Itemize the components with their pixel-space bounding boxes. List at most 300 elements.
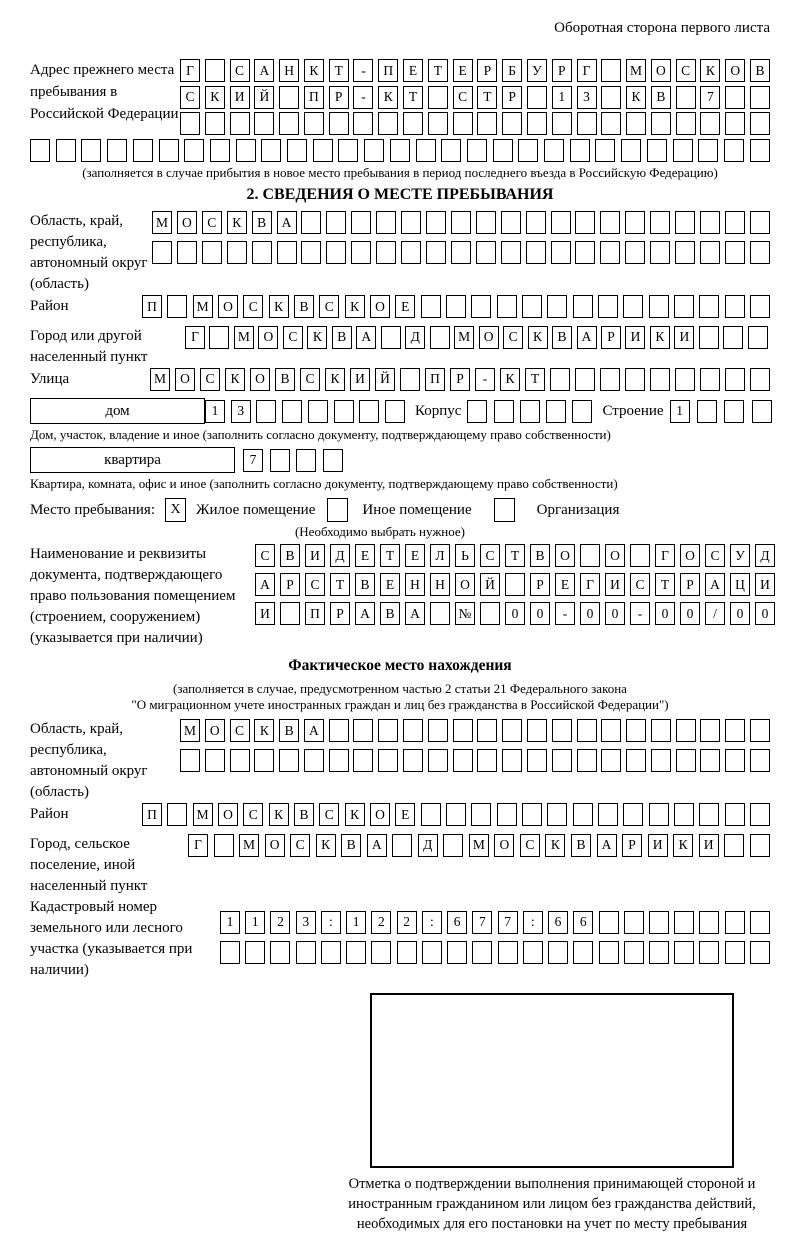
char-box[interactable] — [205, 59, 225, 82]
char-box[interactable]: Е — [395, 295, 415, 318]
char-box[interactable]: : — [321, 911, 341, 934]
char-box[interactable] — [675, 368, 695, 391]
char-box[interactable]: 1 — [245, 911, 265, 934]
char-box[interactable] — [177, 241, 197, 264]
char-box[interactable]: И — [230, 86, 250, 109]
char-box[interactable]: П — [304, 86, 324, 109]
char-box[interactable] — [626, 749, 646, 772]
char-box[interactable] — [724, 139, 744, 162]
char-box[interactable] — [673, 139, 693, 162]
char-box[interactable] — [359, 400, 379, 423]
char-box[interactable]: Й — [254, 86, 274, 109]
char-box[interactable] — [675, 241, 695, 264]
char-box[interactable] — [626, 112, 646, 135]
char-box[interactable] — [430, 326, 450, 349]
char-box[interactable] — [338, 139, 358, 162]
char-box[interactable]: К — [205, 86, 225, 109]
char-box[interactable]: Р — [450, 368, 470, 391]
char-box[interactable] — [750, 295, 770, 318]
char-box[interactable]: 0 — [530, 602, 550, 625]
char-box[interactable] — [421, 295, 441, 318]
char-box[interactable] — [453, 719, 473, 742]
char-box[interactable]: Г — [580, 573, 600, 596]
char-box[interactable]: Н — [279, 59, 299, 82]
char-box[interactable]: А — [405, 602, 425, 625]
char-box[interactable]: М — [152, 211, 172, 234]
char-box[interactable] — [451, 241, 471, 264]
char-box[interactable] — [624, 911, 644, 934]
char-box[interactable] — [577, 749, 597, 772]
char-box[interactable] — [650, 241, 670, 264]
char-box[interactable] — [385, 400, 405, 423]
char-box[interactable] — [725, 86, 745, 109]
char-box[interactable]: С — [503, 326, 523, 349]
char-box[interactable] — [676, 749, 696, 772]
char-box[interactable]: С — [305, 573, 325, 596]
char-box[interactable] — [547, 803, 567, 826]
char-box[interactable] — [323, 449, 343, 472]
char-box[interactable]: М — [626, 59, 646, 82]
char-box[interactable] — [167, 803, 187, 826]
char-box[interactable] — [277, 241, 297, 264]
char-box[interactable]: К — [307, 326, 327, 349]
char-box[interactable] — [750, 112, 770, 135]
char-box[interactable]: Т — [329, 59, 349, 82]
char-box[interactable]: В — [294, 295, 314, 318]
char-box[interactable]: Р — [680, 573, 700, 596]
char-box[interactable]: Т — [380, 544, 400, 567]
char-box[interactable] — [378, 112, 398, 135]
char-box[interactable]: 7 — [243, 449, 263, 472]
char-box[interactable]: С — [243, 803, 263, 826]
char-box[interactable]: К — [650, 326, 670, 349]
char-box[interactable] — [304, 749, 324, 772]
char-box[interactable]: : — [523, 911, 543, 934]
char-box[interactable]: 3 — [296, 911, 316, 934]
char-box[interactable]: 0 — [655, 602, 675, 625]
char-box[interactable] — [623, 803, 643, 826]
char-box[interactable] — [287, 139, 307, 162]
char-box[interactable]: Г — [188, 834, 208, 857]
char-box[interactable] — [498, 941, 518, 964]
char-box[interactable] — [416, 139, 436, 162]
char-box[interactable] — [501, 211, 521, 234]
char-box[interactable]: С — [290, 834, 310, 857]
char-box[interactable] — [725, 719, 745, 742]
char-box[interactable]: Р — [601, 326, 621, 349]
char-box[interactable] — [651, 749, 671, 772]
char-box[interactable]: А — [577, 326, 597, 349]
char-box[interactable] — [301, 241, 321, 264]
char-box[interactable] — [209, 326, 229, 349]
char-box[interactable] — [220, 941, 240, 964]
char-box[interactable] — [296, 449, 316, 472]
char-box[interactable] — [400, 368, 420, 391]
char-box[interactable] — [624, 941, 644, 964]
char-box[interactable] — [750, 803, 770, 826]
char-box[interactable] — [353, 112, 373, 135]
char-box[interactable] — [697, 400, 717, 423]
char-box[interactable]: С — [230, 719, 250, 742]
char-box[interactable] — [477, 112, 497, 135]
char-box[interactable]: 1 — [670, 400, 690, 423]
char-box[interactable]: Б — [502, 59, 522, 82]
char-box[interactable]: О — [680, 544, 700, 567]
char-box[interactable] — [351, 241, 371, 264]
char-box[interactable]: - — [353, 86, 373, 109]
char-box[interactable] — [725, 803, 745, 826]
char-box[interactable] — [550, 368, 570, 391]
char-box[interactable] — [441, 139, 461, 162]
char-box[interactable] — [447, 941, 467, 964]
char-box[interactable]: Е — [403, 59, 423, 82]
char-box[interactable] — [304, 112, 324, 135]
char-box[interactable] — [180, 112, 200, 135]
char-box[interactable] — [428, 749, 448, 772]
char-box[interactable] — [401, 241, 421, 264]
char-box[interactable]: И — [648, 834, 668, 857]
char-box[interactable] — [547, 295, 567, 318]
char-box[interactable] — [210, 139, 230, 162]
char-box[interactable]: Д — [405, 326, 425, 349]
char-box[interactable]: С — [283, 326, 303, 349]
char-box[interactable]: М — [469, 834, 489, 857]
char-box[interactable]: П — [142, 295, 162, 318]
char-box[interactable] — [600, 211, 620, 234]
char-box[interactable]: 0 — [755, 602, 775, 625]
char-box[interactable]: К — [545, 834, 565, 857]
char-box[interactable]: Г — [655, 544, 675, 567]
char-box[interactable] — [501, 241, 521, 264]
char-box[interactable]: К — [528, 326, 548, 349]
char-box[interactable]: О — [177, 211, 197, 234]
char-box[interactable]: С — [243, 295, 263, 318]
char-box[interactable] — [392, 834, 412, 857]
char-box[interactable] — [477, 749, 497, 772]
char-box[interactable] — [575, 368, 595, 391]
char-box[interactable] — [699, 295, 719, 318]
char-box[interactable] — [422, 941, 442, 964]
char-box[interactable] — [428, 112, 448, 135]
char-box[interactable]: Ц — [730, 573, 750, 596]
char-box[interactable]: Р — [329, 86, 349, 109]
char-box[interactable]: 2 — [397, 911, 417, 934]
char-box[interactable]: Р — [622, 834, 642, 857]
char-box[interactable] — [256, 400, 276, 423]
char-box[interactable] — [752, 400, 772, 423]
char-box[interactable]: О — [651, 59, 671, 82]
char-box[interactable] — [252, 241, 272, 264]
char-box[interactable] — [570, 139, 590, 162]
char-box[interactable] — [296, 941, 316, 964]
char-box[interactable]: В — [651, 86, 671, 109]
char-box[interactable]: Д — [418, 834, 438, 857]
char-box[interactable] — [725, 911, 745, 934]
char-box[interactable]: А — [255, 573, 275, 596]
char-box[interactable] — [527, 86, 547, 109]
char-box[interactable] — [426, 211, 446, 234]
char-box[interactable]: К — [345, 295, 365, 318]
char-box[interactable] — [502, 719, 522, 742]
char-box[interactable]: О — [725, 59, 745, 82]
char-box[interactable] — [750, 86, 770, 109]
char-box[interactable] — [527, 749, 547, 772]
char-box[interactable] — [390, 139, 410, 162]
char-box[interactable]: Р — [530, 573, 550, 596]
char-box[interactable]: О — [370, 295, 390, 318]
char-box[interactable]: В — [530, 544, 550, 567]
char-box[interactable] — [351, 211, 371, 234]
char-box[interactable] — [279, 749, 299, 772]
char-box[interactable]: Р — [330, 602, 350, 625]
char-box[interactable] — [428, 86, 448, 109]
char-box[interactable]: 0 — [680, 602, 700, 625]
char-box[interactable]: - — [353, 59, 373, 82]
char-box[interactable] — [601, 112, 621, 135]
char-box[interactable] — [647, 139, 667, 162]
char-box[interactable]: К — [325, 368, 345, 391]
char-box[interactable] — [270, 449, 290, 472]
char-box[interactable] — [674, 295, 694, 318]
char-box[interactable] — [446, 295, 466, 318]
char-box[interactable]: С — [705, 544, 725, 567]
char-box[interactable]: Р — [477, 59, 497, 82]
char-box[interactable] — [700, 241, 720, 264]
char-box[interactable]: Г — [185, 326, 205, 349]
checkbox-organization[interactable] — [494, 498, 515, 522]
char-box[interactable]: К — [345, 803, 365, 826]
char-box[interactable]: Л — [430, 544, 450, 567]
char-box[interactable] — [329, 719, 349, 742]
char-box[interactable]: В — [252, 211, 272, 234]
char-box[interactable] — [381, 326, 401, 349]
char-box[interactable]: А — [705, 573, 725, 596]
char-box[interactable] — [451, 211, 471, 234]
char-box[interactable] — [575, 211, 595, 234]
char-box[interactable]: И — [605, 573, 625, 596]
char-box[interactable]: 1 — [205, 400, 225, 423]
char-box[interactable] — [725, 941, 745, 964]
char-box[interactable] — [700, 749, 720, 772]
char-box[interactable] — [279, 112, 299, 135]
char-box[interactable]: М — [193, 295, 213, 318]
char-box[interactable]: 6 — [447, 911, 467, 934]
char-box[interactable] — [600, 241, 620, 264]
char-box[interactable]: К — [225, 368, 245, 391]
char-box[interactable] — [651, 719, 671, 742]
char-box[interactable] — [403, 749, 423, 772]
char-box[interactable] — [477, 719, 497, 742]
char-box[interactable] — [261, 139, 281, 162]
char-box[interactable] — [522, 803, 542, 826]
char-box[interactable] — [56, 139, 76, 162]
char-box[interactable] — [625, 241, 645, 264]
char-box[interactable] — [649, 295, 669, 318]
char-box[interactable]: С — [300, 368, 320, 391]
char-box[interactable]: П — [305, 602, 325, 625]
char-box[interactable] — [725, 112, 745, 135]
char-box[interactable]: О — [250, 368, 270, 391]
char-box[interactable]: С — [480, 544, 500, 567]
char-box[interactable]: Г — [577, 59, 597, 82]
char-box[interactable]: А — [356, 326, 376, 349]
char-box[interactable]: Е — [380, 573, 400, 596]
char-box[interactable]: О — [605, 544, 625, 567]
char-box[interactable]: В — [355, 573, 375, 596]
char-box[interactable] — [598, 295, 618, 318]
char-box[interactable]: Т — [655, 573, 675, 596]
char-box[interactable]: А — [254, 59, 274, 82]
char-box[interactable]: - — [555, 602, 575, 625]
char-box[interactable]: И — [255, 602, 275, 625]
char-box[interactable]: О — [175, 368, 195, 391]
char-box[interactable] — [577, 112, 597, 135]
char-box[interactable] — [551, 241, 571, 264]
char-box[interactable]: В — [294, 803, 314, 826]
char-box[interactable] — [282, 400, 302, 423]
char-box[interactable]: - — [475, 368, 495, 391]
char-box[interactable] — [378, 749, 398, 772]
char-box[interactable]: 3 — [577, 86, 597, 109]
char-box[interactable]: 3 — [231, 400, 251, 423]
char-box[interactable]: С — [319, 803, 339, 826]
char-box[interactable]: К — [700, 59, 720, 82]
char-box[interactable] — [573, 803, 593, 826]
char-box[interactable]: Е — [453, 59, 473, 82]
char-box[interactable]: О — [479, 326, 499, 349]
char-box[interactable]: И — [350, 368, 370, 391]
char-box[interactable]: У — [527, 59, 547, 82]
char-box[interactable] — [580, 544, 600, 567]
checkbox-residential[interactable]: X — [165, 498, 186, 522]
char-box[interactable] — [329, 749, 349, 772]
char-box[interactable]: И — [625, 326, 645, 349]
char-box[interactable] — [600, 368, 620, 391]
char-box[interactable] — [625, 368, 645, 391]
char-box[interactable]: Т — [428, 59, 448, 82]
char-box[interactable] — [546, 400, 566, 423]
char-box[interactable] — [601, 86, 621, 109]
char-box[interactable] — [364, 139, 384, 162]
char-box[interactable] — [301, 211, 321, 234]
char-box[interactable] — [724, 834, 744, 857]
char-box[interactable]: И — [699, 834, 719, 857]
char-box[interactable]: Е — [395, 803, 415, 826]
char-box[interactable] — [376, 241, 396, 264]
char-box[interactable] — [81, 139, 101, 162]
char-box[interactable]: В — [332, 326, 352, 349]
char-box[interactable] — [649, 803, 669, 826]
char-box[interactable]: 0 — [730, 602, 750, 625]
char-box[interactable] — [376, 211, 396, 234]
char-box[interactable]: Е — [405, 544, 425, 567]
char-box[interactable] — [700, 211, 720, 234]
apartment-type-box[interactable]: квартира — [30, 447, 235, 473]
char-box[interactable] — [552, 749, 572, 772]
char-box[interactable]: Й — [480, 573, 500, 596]
char-box[interactable] — [650, 211, 670, 234]
char-box[interactable]: И — [305, 544, 325, 567]
char-box[interactable]: С — [202, 211, 222, 234]
char-box[interactable] — [601, 719, 621, 742]
char-box[interactable] — [494, 400, 514, 423]
char-box[interactable] — [230, 112, 250, 135]
char-box[interactable] — [313, 139, 333, 162]
char-box[interactable]: М — [150, 368, 170, 391]
char-box[interactable]: П — [425, 368, 445, 391]
char-box[interactable] — [371, 941, 391, 964]
char-box[interactable]: О — [455, 573, 475, 596]
char-box[interactable]: Р — [502, 86, 522, 109]
char-box[interactable]: А — [355, 602, 375, 625]
char-box[interactable]: К — [304, 59, 324, 82]
char-box[interactable]: 7 — [700, 86, 720, 109]
char-box[interactable] — [526, 211, 546, 234]
char-box[interactable]: К — [269, 295, 289, 318]
char-box[interactable] — [205, 112, 225, 135]
char-box[interactable] — [723, 326, 743, 349]
char-box[interactable]: Т — [525, 368, 545, 391]
char-box[interactable]: 0 — [505, 602, 525, 625]
char-box[interactable]: Й — [375, 368, 395, 391]
char-box[interactable] — [308, 400, 328, 423]
char-box[interactable]: 1 — [346, 911, 366, 934]
char-box[interactable] — [750, 139, 770, 162]
char-box[interactable] — [575, 241, 595, 264]
char-box[interactable]: О — [218, 803, 238, 826]
char-box[interactable]: О — [555, 544, 575, 567]
char-box[interactable]: В — [280, 544, 300, 567]
char-box[interactable] — [699, 803, 719, 826]
char-box[interactable] — [467, 139, 487, 162]
char-box[interactable] — [699, 911, 719, 934]
char-box[interactable]: 0 — [580, 602, 600, 625]
char-box[interactable] — [750, 941, 770, 964]
char-box[interactable] — [497, 803, 517, 826]
char-box[interactable] — [650, 368, 670, 391]
char-box[interactable]: М — [239, 834, 259, 857]
char-box[interactable] — [676, 86, 696, 109]
char-box[interactable]: С — [676, 59, 696, 82]
char-box[interactable] — [227, 241, 247, 264]
char-box[interactable] — [552, 112, 572, 135]
char-box[interactable] — [548, 941, 568, 964]
char-box[interactable]: К — [316, 834, 336, 857]
char-box[interactable] — [601, 59, 621, 82]
char-box[interactable]: Е — [355, 544, 375, 567]
char-box[interactable] — [725, 241, 745, 264]
char-box[interactable] — [573, 941, 593, 964]
char-box[interactable]: Т — [330, 573, 350, 596]
char-box[interactable]: П — [378, 59, 398, 82]
char-box[interactable]: - — [630, 602, 650, 625]
char-box[interactable] — [236, 139, 256, 162]
char-box[interactable] — [159, 139, 179, 162]
char-box[interactable]: Р — [280, 573, 300, 596]
char-box[interactable]: 7 — [472, 911, 492, 934]
char-box[interactable] — [595, 139, 615, 162]
char-box[interactable] — [329, 112, 349, 135]
char-box[interactable] — [430, 602, 450, 625]
char-box[interactable] — [700, 368, 720, 391]
char-box[interactable] — [625, 211, 645, 234]
char-box[interactable] — [346, 941, 366, 964]
char-box[interactable]: Т — [505, 544, 525, 567]
char-box[interactable]: М — [193, 803, 213, 826]
char-box[interactable] — [676, 112, 696, 135]
char-box[interactable]: С — [255, 544, 275, 567]
char-box[interactable] — [426, 241, 446, 264]
